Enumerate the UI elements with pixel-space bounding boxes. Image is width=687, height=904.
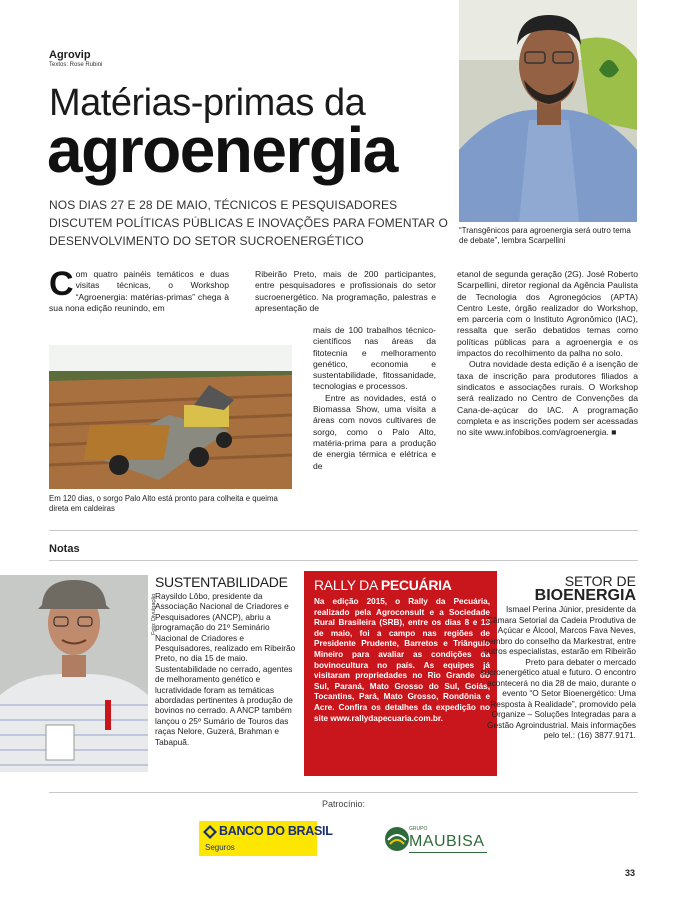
title-line-2: agroenergia [47,114,397,186]
rally-title-plain: RALLY DA [314,577,381,593]
top-photo-caption: “Transgênicos para agroenergia será outro tema de debate”, lembra Scarpellini [459,226,631,245]
end-mark-icon: ■ [611,427,617,438]
article-column-2-bottom [313,325,436,472]
section-label: Agrovip [49,49,91,61]
notas-divider [49,560,638,561]
field-photo-caption: Em 120 dias, o sorgo Palo Alto está pronto para colheita e queima direta em caldeiras [49,494,278,513]
maubisa-name: MAUBISA [409,833,485,850]
article-col2-paragraph: mais de 100 trabalhos técnico-científicos nas áreas da fitotecnia e melhoramento genético, economia e sustentabilidade, fitossanidade, tecnologias e processos. [313,325,436,392]
article-col3-paragraph: etanol de segunda geração (2G). José Roberto Scarpellini, diretor regional da Agência Paulista de Tecnologia dos Agronegócios (APTA) Centro Leste, órgão realizador do Workshop, em parceria com o Instituto Agronômico (IAC), ressalta que serão debatidos temas como políticas públicas para a agroenergia e os impactos do recolhimento da palha no solo. [457,269,638,359]
article-col2-paragraph: Entre as novidades, está o Biomassa Show, uma visita a áreas com novos cultivares de sorgo, como o Palo Alto, matéria-prima para a produção de energia térmica e elétrica e de [313,392,436,471]
bb-sub: Seguros [205,843,235,852]
rally-title-bold: PECUÁRIA [380,577,452,593]
photo-credit-text: Foto: Divulgação [151,593,157,635]
sponsor-divider [49,792,638,793]
subtitle: NOS DIAS 27 E 28 DE MAIO, TÉCNICOS E PESQUISADORES DISCUTEM POLÍTICAS PÚBLICAS E INOVAÇÕES PARA FOMENTAR O DESENVOLVIMENTO DO SETOR SUCROENERGÉTICO [49,198,448,248]
bioenergia-title-2: BIOENERGIA [534,587,636,604]
section-divider [49,530,638,531]
article-column-1 [49,265,229,314]
article-column-3 [457,269,638,438]
article-column-2-top: Ribeirão Preto, mais de 200 participantes, entre pesquisadores e profissionais do setor sucroenergético. Na programação, palestras e apresentação de [255,269,436,313]
drop-cap: C [49,265,74,303]
raysildo-photo [0,575,148,772]
article-col3-text: Outra novidade desta edição é a isenção de taxa de inscrição para produtores filiados a sindicatos e associações rurais. O Workshop será realizado no Centro de Convenções da Cana-de-açúcar do IAC. A programação completa e as inscrições podem ser acessadas no site www.infobibos.com/agroenergia. [457,359,638,438]
maubisa-grupo: GRUPO [409,826,428,832]
sustentabilidade-title: SUSTENTABILIDADE [155,574,288,590]
bb-symbol-icon [203,825,217,839]
page-number: 33 [624,868,635,878]
text-credit: Textos: Rose Rubini [49,62,103,68]
bb-name: BANCO DO BRASIL [219,824,333,838]
sponsor-label: Patrocínio: [321,799,366,809]
article-col1-text: om quatro painéis temáticos e duas visitas técnicas, o Workshop “Agroenergia: matérias-primas” chega à sua nona edição reunindo, em [49,269,229,313]
bioenergia-body: Ismael Perina Júnior, presidente da Câmara Setorial da Cadeia Produtiva de Açúcar e Álcool, Marcos Fava Neves, membro do conselho da Markestrat, entre outros especialistas, estarão em Ribeirão Preto para debater o mercado sucroenergético atual e futuro. O encontro acontecerá no dia 28 de maio, durante o evento “O Setor Bioenergético: Uma Resposta à Realidade”, promovido pela Organize – Soluções Integradas para a Gestão Agroindustrial. Mais informações pelo tel.: (16) 3877.9171. [480,604,636,740]
scarpellini-photo [459,0,637,222]
maubisa-symbol-icon [384,824,410,852]
maubisa-underline [409,852,487,853]
bioenergia-title-1: SETOR DE [564,573,636,589]
notas-heading: Notas [49,543,80,555]
sustentabilidade-body: Raysildo Lôbo, presidente da Associação Nacional de Criadores e Pesquisadores (ANCP), abriu a programação do 21º Seminário Nacional de Criadores e Pesquisadores, realizado em Ribeirão Preto, no dia 15 de maio. Sustentabilidade no cerrado, agentes de melhoramento genético e lucratividade foram as temáticas abordadas pertinentes à produção de bovinos no cerrado. A ANCP também lançou o 25º Sumário de Touros das raças Nelore, Guzerá, Brahman e Tabapuã. [155,591,296,747]
rally-title [314,577,452,593]
article-col3-paragraph [457,359,638,438]
sorghum-harvest-photo [49,345,292,489]
rally-body: Na edição 2015, o Rally da Pecuária, realizado pela Agroconsult e a Sociedade Rural Brasileira (SRB), entre os dias 8 e 13 de maio, foi a campo nas regiões de Presidente Prudente, Barretos e Triângulo Mineiro para avaliar as condições da bovinocultura no país. As equipes já visitaram propriedades no Rio Grande do Sul, Paraná, Mato Grosso do Sul, Goiás, Tocantins, Pará, Mato Grosso, Rondônia e Acre. Confira os detalhes da expedição no site www.rallydapecuaria.com.br. [314,597,490,723]
title-line-1: Matérias-primas da [49,82,366,124]
